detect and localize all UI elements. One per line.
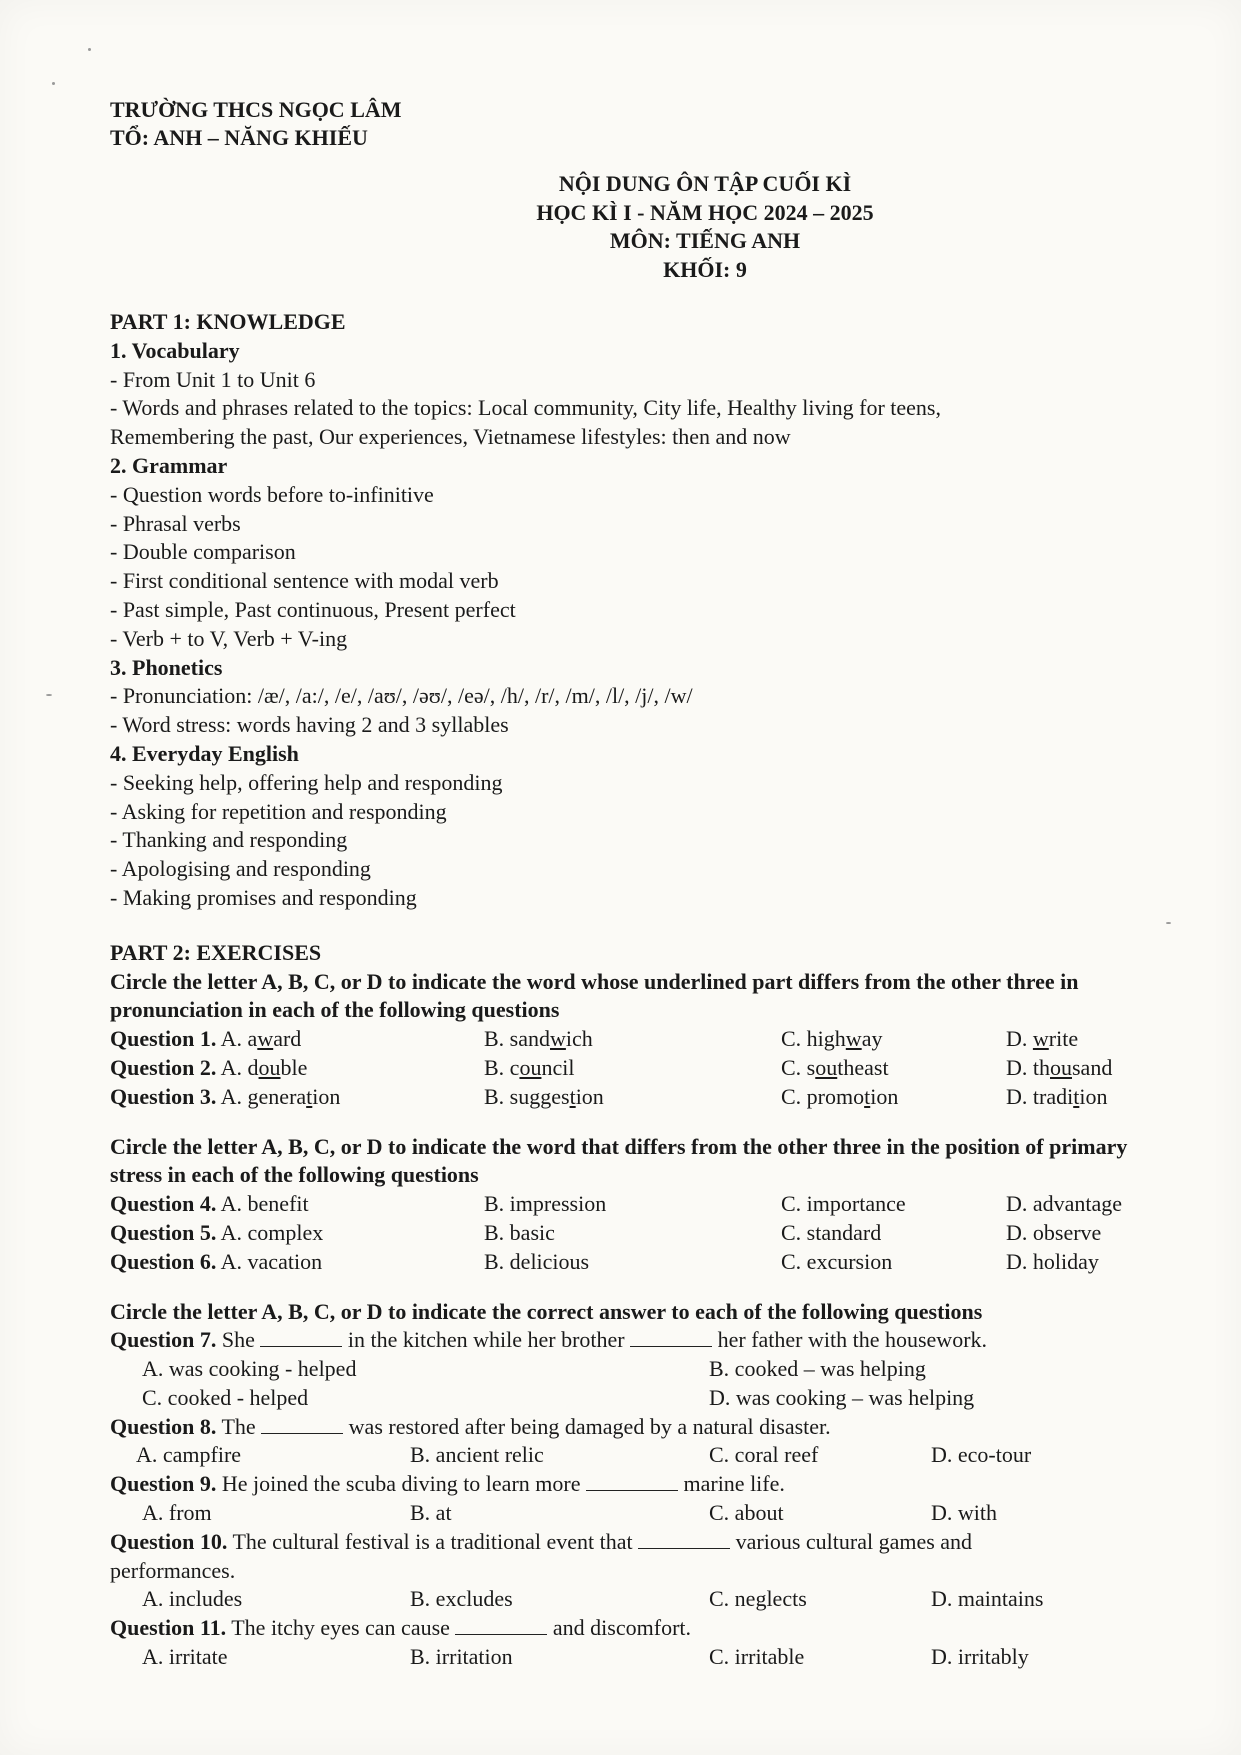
- question-10-continued: performances.: [110, 1557, 236, 1583]
- option-d: D. was cooking – was helping: [709, 1384, 975, 1410]
- question-label: Question 8.: [110, 1413, 217, 1439]
- options-row: [110, 1643, 1150, 1672]
- option-b: B. ancient relic: [410, 1442, 544, 1468]
- options-row: [110, 1441, 1150, 1470]
- answer-blank: [260, 1326, 342, 1347]
- instruction-pronunciation: Circle the letter A, B, C, or D to indicate the word whose underlined part differs from the other three in pronunciation in each of the following questions: [110, 968, 1079, 1023]
- option-a: Question 3. A. generation: [110, 1083, 341, 1109]
- question-label: Question 7.: [110, 1327, 217, 1353]
- document-title: [110, 170, 1150, 284]
- list-item: - Verb + to V, Verb + V-ing: [110, 625, 348, 651]
- question-label: Question 9.: [110, 1471, 217, 1497]
- option-a: A. from: [142, 1500, 212, 1526]
- instruction-stress: Circle the letter A, B, C, or D to indicate the word that differs from the other three in the position of primary stress in each of the following questions: [110, 1133, 1128, 1188]
- list-item: - Word stress: words having 2 and 3 syllables: [110, 712, 509, 738]
- answer-blank: [261, 1413, 343, 1434]
- option-d: D. observe: [1006, 1219, 1102, 1245]
- part2-heading: PART 2: EXERCISES: [110, 939, 322, 965]
- option-b: B. at: [410, 1500, 452, 1526]
- question-10: Question 10. The cultural festival is a traditional event that various cultural games and: [110, 1528, 973, 1554]
- grammar-heading: 2. Grammar: [110, 452, 228, 478]
- question-label: Question 1.: [110, 1026, 217, 1052]
- question-label: Question 2.: [110, 1054, 217, 1080]
- answer-blank: [630, 1326, 712, 1347]
- question-9: Question 9. He joined the scuba diving to learn more marine life.: [110, 1471, 785, 1497]
- department-name: TỔ: ANH – NĂNG KHIẾU: [110, 125, 368, 150]
- list-item: - Double comparison: [110, 539, 296, 565]
- option-d: D. with: [931, 1500, 997, 1526]
- option-a: Question 1. A. award: [110, 1026, 302, 1052]
- option-a: A. was cooking - helped: [142, 1356, 357, 1382]
- option-b: B. excludes: [410, 1586, 513, 1612]
- question-11: Question 11. The itchy eyes can cause and discomfort.: [110, 1615, 692, 1641]
- option-a: A. irritate: [142, 1644, 228, 1670]
- question-label: Question 11.: [110, 1615, 227, 1641]
- option-c: C. coral reef: [709, 1442, 819, 1468]
- option-a: A. campfire: [136, 1442, 242, 1468]
- list-item: - Pronunciation: /æ/, /a:/, /e/, /aʊ/, /əʊ/, /eə/, /h/, /r/, /m/, /l/, /j/, /w/: [110, 683, 693, 709]
- option-a: Question 2. A. double: [110, 1054, 308, 1080]
- option-c: C. highway: [781, 1026, 883, 1052]
- option-c: C. standard: [781, 1219, 882, 1245]
- option-a: Question 6. A. vacation: [110, 1248, 323, 1274]
- instruction-correct-answer: Circle the letter A, B, C, or D to indicate the correct answer to each of the following questions: [110, 1298, 983, 1324]
- part1-heading: PART 1: KNOWLEDGE: [110, 309, 346, 334]
- option-b: B. suggestion: [484, 1083, 604, 1109]
- list-item: - Seeking help, offering help and responding: [110, 769, 503, 795]
- option-d: D. irritably: [931, 1644, 1029, 1670]
- title-line: KHỐI: 9: [663, 256, 747, 282]
- option-c: C. about: [709, 1500, 784, 1526]
- list-item: - Phrasal verbs: [110, 510, 241, 536]
- list-item: - Question words before to-infinitive: [110, 481, 434, 507]
- scan-speck: [46, 694, 52, 696]
- option-c: C. cooked - helped: [142, 1384, 309, 1410]
- question-7: Question 7. She in the kitchen while her brother her father with the housework.: [110, 1327, 988, 1353]
- list-item: - From Unit 1 to Unit 6: [110, 366, 316, 392]
- option-d: D. maintains: [931, 1586, 1044, 1612]
- option-c: C. importance: [781, 1191, 906, 1217]
- list-item: - Thanking and responding: [110, 827, 348, 853]
- scan-speck: [1166, 922, 1171, 924]
- question-8: Question 8. The was restored after being damaged by a natural disaster.: [110, 1413, 831, 1439]
- question-label: Question 3.: [110, 1083, 217, 1109]
- question-label: Question 5.: [110, 1219, 217, 1245]
- option-a: Question 5. A. complex: [110, 1219, 324, 1245]
- options-row: [110, 1355, 1150, 1384]
- options-row: [110, 1585, 1150, 1614]
- option-c: C. promotion: [781, 1083, 899, 1109]
- option-b: B. delicious: [484, 1248, 590, 1274]
- option-d: D. tradition: [1006, 1083, 1108, 1109]
- question-row: [110, 1190, 1150, 1219]
- option-c: C. irritable: [709, 1644, 805, 1670]
- question-row: [110, 1248, 1150, 1277]
- option-b: B. impression: [484, 1191, 607, 1217]
- options-row: [110, 1499, 1150, 1528]
- list-item: - Making promises and responding: [110, 884, 417, 910]
- option-d: D. advantage: [1006, 1191, 1123, 1217]
- question-row: [110, 1054, 1150, 1083]
- answer-blank: [455, 1614, 547, 1635]
- list-item: - Past simple, Past continuous, Present perfect: [110, 596, 516, 622]
- option-a: Question 4. A. benefit: [110, 1191, 309, 1217]
- school-name: TRƯỜNG THCS NGỌC LÂM: [110, 97, 402, 122]
- option-b: B. cooked – was helping: [709, 1356, 926, 1382]
- title-line: MÔN: TIẾNG ANH: [609, 228, 801, 253]
- title-line: NỘI DUNG ÔN TẬP CUỐI KÌ: [558, 171, 852, 196]
- option-d: D. holiday: [1006, 1248, 1099, 1274]
- question-label: Question 6.: [110, 1248, 217, 1274]
- option-b: B. basic: [484, 1219, 555, 1245]
- option-b: B. council: [484, 1054, 575, 1080]
- option-d: D. write: [1006, 1026, 1079, 1052]
- option-c: C. excursion: [781, 1248, 893, 1274]
- option-c: C. southeast: [781, 1054, 889, 1080]
- option-d: D. thousand: [1006, 1054, 1113, 1080]
- question-row: [110, 1083, 1150, 1112]
- list-item: - Asking for repetition and responding: [110, 798, 447, 824]
- option-b: B. irritation: [410, 1644, 513, 1670]
- question-label: Question 4.: [110, 1191, 217, 1217]
- phonetics-heading: 3. Phonetics: [110, 654, 223, 680]
- scan-speck: [52, 82, 55, 85]
- option-c: C. neglects: [709, 1586, 807, 1612]
- question-row: [110, 1025, 1150, 1054]
- question-row: [110, 1219, 1150, 1248]
- list-item: Remembering the past, Our experiences, Vietnamese lifestyles: then and now: [110, 424, 791, 450]
- answer-blank: [586, 1470, 678, 1491]
- everyday-english-heading: 4. Everyday English: [110, 740, 299, 766]
- option-a: A. includes: [142, 1586, 243, 1612]
- options-row: [110, 1384, 1150, 1413]
- list-item: - First conditional sentence with modal verb: [110, 568, 499, 594]
- list-item: - Words and phrases related to the topics: Local community, City life, Healthy living for teens,: [110, 395, 941, 421]
- question-label: Question 10.: [110, 1528, 228, 1554]
- option-b: B. sandwich: [484, 1026, 593, 1052]
- document-body: [110, 96, 1150, 1672]
- answer-blank: [638, 1528, 730, 1549]
- vocabulary-heading: 1. Vocabulary: [110, 337, 240, 363]
- list-item: - Apologising and responding: [110, 856, 371, 882]
- title-line: HỌC KÌ I - NĂM HỌC 2024 – 2025: [536, 199, 874, 225]
- option-d: D. eco-tour: [931, 1442, 1032, 1468]
- scan-speck: [88, 48, 91, 51]
